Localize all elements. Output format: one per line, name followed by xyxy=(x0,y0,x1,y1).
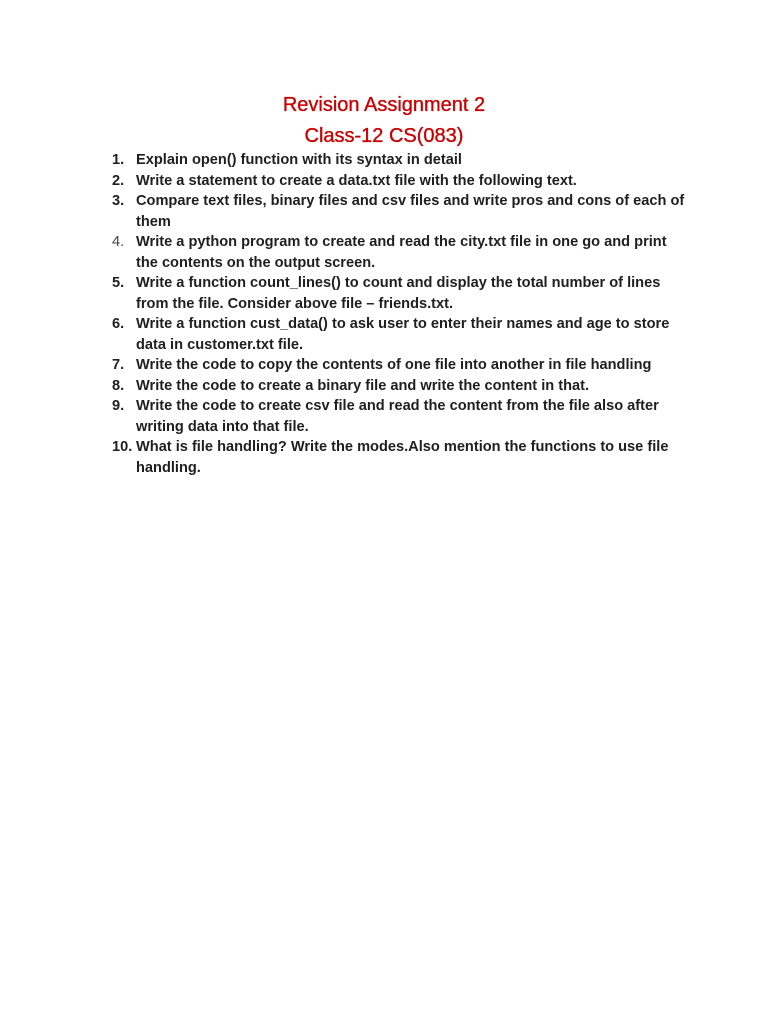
question-item xyxy=(108,150,688,171)
question-list xyxy=(108,150,688,478)
question-number: 2. xyxy=(112,172,125,189)
question-number: 8. xyxy=(112,377,125,394)
question-text: Write a python program to create and read the city.txt file in one go and print the contents on the output screen. xyxy=(136,234,667,271)
question-text: Write the code to create csv file and read the content from the file also after writing data into that file. xyxy=(136,398,659,435)
question-text: Write a function cust_data() to ask user to enter their names and age to store data in customer.txt file. xyxy=(136,316,670,353)
question-number: 3. xyxy=(112,193,125,209)
question-item xyxy=(108,171,688,192)
question-item xyxy=(108,273,688,314)
question-number: 7. xyxy=(112,357,125,373)
question-number: 4. xyxy=(112,234,125,250)
question-text: Write the code to create a binary file and write the content in that. xyxy=(136,377,590,394)
question-text: Write a function count_lines() to count and display the total number of lines from the file. Consider above file – friends.txt. xyxy=(136,275,661,312)
question-number: 9. xyxy=(112,398,125,414)
question-text: Compare text files, binary files and csv files and write pros and cons of each of them xyxy=(136,193,685,230)
question-text: What is file handling? Write the modes.Also mention the functions to use file handling. xyxy=(136,439,669,476)
question-number: 10. xyxy=(112,439,133,455)
question-text: Write the code to copy the contents of one file into another in file handling xyxy=(136,357,652,373)
question-number: 1. xyxy=(112,152,125,168)
question-text: Explain open() function with its syntax in detail xyxy=(136,152,462,168)
question-item xyxy=(108,355,688,376)
question-item xyxy=(108,396,688,437)
question-item xyxy=(108,314,688,355)
question-item xyxy=(108,437,688,478)
question-number: 6. xyxy=(112,316,125,332)
question-item xyxy=(108,191,688,232)
question-item xyxy=(108,376,688,397)
question-number: 5. xyxy=(112,275,125,291)
document-subtitle: Class-12 CS(083) xyxy=(304,125,464,147)
document-title: Revision Assignment 2 xyxy=(282,94,486,116)
question-item xyxy=(108,232,688,273)
question-text: Write a statement to create a data.txt file with the following text. xyxy=(136,172,577,189)
